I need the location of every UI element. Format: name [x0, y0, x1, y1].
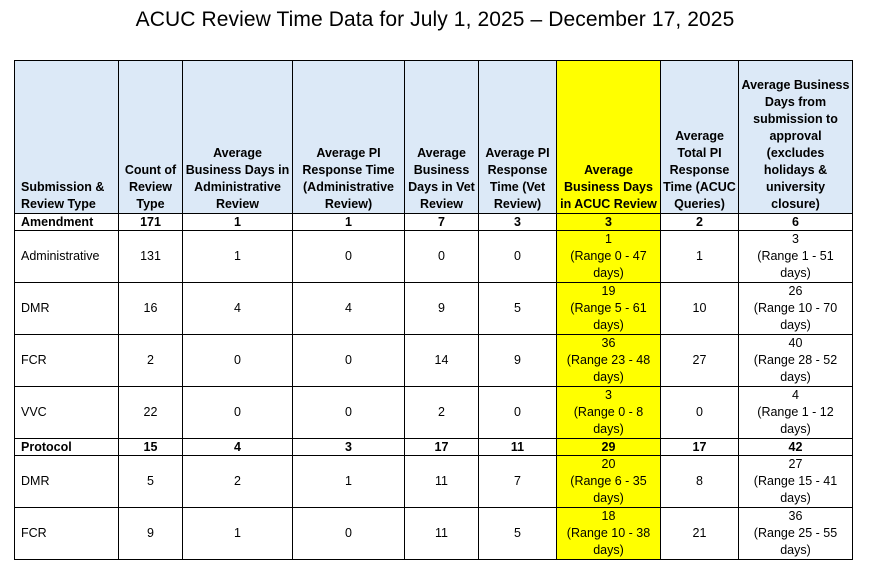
cell-value: 16	[143, 301, 158, 315]
cell-value: 19	[601, 284, 616, 298]
cell-avg-pi-response-vet	[479, 387, 557, 439]
cell-avg-days-admin-review	[183, 387, 293, 439]
cell-submission-review-type	[15, 439, 119, 456]
table-row	[15, 508, 853, 560]
cell-avg-days-submission-to-approval	[739, 335, 853, 387]
cell-value: 2	[696, 214, 703, 229]
cell-value: 0	[345, 249, 352, 263]
cell-avg-days-acuc-review	[557, 283, 661, 335]
cell-avg-days-submission-to-approval	[739, 508, 853, 560]
summary-row	[15, 214, 853, 231]
cell-value: 1	[234, 526, 241, 540]
cell-value: 0	[345, 526, 352, 540]
header-avg-pi-response-admin: Average PI Response Time (Administrative Review)	[293, 61, 405, 214]
cell-value: 36	[788, 509, 803, 523]
header-row	[15, 61, 853, 214]
cell-value: 36	[601, 336, 616, 350]
cell-avg-total-pi-response-acuc	[661, 439, 739, 456]
cell-range: (Range 28 - 52 days)	[753, 353, 838, 384]
cell-value: 14	[434, 353, 449, 367]
cell-avg-days-acuc-review	[557, 439, 661, 456]
cell-value: 0	[696, 405, 703, 419]
cell-avg-total-pi-response-acuc	[661, 283, 739, 335]
cell-value: 0	[345, 353, 352, 367]
cell-range: (Range 23 - 48 days)	[566, 353, 651, 384]
cell-avg-pi-response-vet	[479, 231, 557, 283]
header-avg-pi-response-vet: Average PI Response Time (Vet Review)	[479, 61, 557, 214]
cell-count-of-review-type	[119, 214, 183, 231]
cell-avg-days-vet-review	[405, 231, 479, 283]
header-avg-days-acuc-review: Average Business Days in ACUC Review	[557, 61, 661, 214]
cell-range: (Range 5 - 61 days)	[570, 301, 647, 332]
cell-value: 22	[143, 405, 158, 419]
cell-value: 17	[434, 439, 449, 454]
cell-range: (Range 1 - 12 days)	[757, 405, 834, 436]
cell-avg-total-pi-response-acuc	[661, 456, 739, 508]
cell-avg-days-admin-review	[183, 439, 293, 456]
cell-value: 131	[140, 249, 161, 263]
cell-avg-days-vet-review	[405, 456, 479, 508]
cell-value: 21	[692, 526, 707, 540]
cell-value: Amendment	[21, 214, 94, 229]
cell-value: 3	[605, 388, 612, 402]
cell-submission-review-type	[15, 214, 119, 231]
cell-avg-days-vet-review	[405, 508, 479, 560]
page-title: ACUC Review Time Data for July 1, 2025 – December 17, 2025	[135, 8, 735, 31]
cell-value: 3	[605, 214, 612, 229]
cell-value: 0	[345, 405, 352, 419]
cell-value: 0	[514, 405, 521, 419]
cell-avg-total-pi-response-acuc	[661, 387, 739, 439]
cell-value: 1	[234, 249, 241, 263]
cell-avg-pi-response-vet	[479, 508, 557, 560]
cell-avg-days-submission-to-approval	[739, 214, 853, 231]
cell-value: 5	[514, 301, 521, 315]
cell-value: 10	[692, 301, 707, 315]
cell-avg-total-pi-response-acuc	[661, 335, 739, 387]
cell-value: 29	[601, 439, 616, 454]
cell-avg-days-acuc-review	[557, 231, 661, 283]
cell-range: (Range 15 - 41 days)	[753, 474, 838, 505]
cell-range: (Range 10 - 38 days)	[566, 526, 651, 557]
cell-value: 4	[345, 301, 352, 315]
cell-avg-pi-response-admin	[293, 231, 405, 283]
cell-avg-days-admin-review	[183, 283, 293, 335]
cell-value: 9	[147, 526, 154, 540]
cell-range: (Range 1 - 51 days)	[757, 249, 834, 280]
cell-avg-pi-response-vet	[479, 214, 557, 231]
cell-value: 2	[234, 474, 241, 488]
cell-value: 3	[792, 232, 799, 246]
cell-submission-review-type	[15, 387, 119, 439]
cell-avg-days-acuc-review	[557, 214, 661, 231]
cell-range: (Range 6 - 35 days)	[570, 474, 647, 505]
cell-value: 9	[438, 301, 445, 315]
cell-value: 26	[788, 284, 803, 298]
cell-range: (Range 0 - 8 days)	[573, 405, 644, 436]
cell-submission-review-type	[15, 456, 119, 508]
summary-row	[15, 439, 853, 456]
cell-avg-days-submission-to-approval	[739, 456, 853, 508]
cell-count-of-review-type	[119, 439, 183, 456]
cell-count-of-review-type	[119, 456, 183, 508]
header-submission-review-type: Submission & Review Type	[15, 61, 119, 214]
cell-count-of-review-type	[119, 335, 183, 387]
cell-avg-days-acuc-review	[557, 456, 661, 508]
cell-avg-pi-response-admin	[293, 456, 405, 508]
cell-value: 7	[438, 214, 445, 229]
cell-range: (Range 25 - 55 days)	[753, 526, 838, 557]
cell-value: 4	[234, 301, 241, 315]
cell-avg-pi-response-admin	[293, 439, 405, 456]
cell-value: 6	[792, 214, 799, 229]
header-avg-days-vet-review: Average Business Days in Vet Review	[405, 61, 479, 214]
table-row	[15, 231, 853, 283]
cell-value: Administrative	[21, 249, 100, 263]
cell-avg-days-admin-review	[183, 335, 293, 387]
cell-value: 0	[234, 405, 241, 419]
cell-count-of-review-type	[119, 283, 183, 335]
cell-value: 11	[510, 439, 525, 454]
header-avg-days-admin-review: Average Business Days in Administrative Review	[183, 61, 293, 214]
table-row	[15, 456, 853, 508]
cell-value: 0	[234, 353, 241, 367]
cell-avg-days-acuc-review	[557, 508, 661, 560]
cell-value: 40	[788, 336, 803, 350]
cell-avg-days-submission-to-approval	[739, 439, 853, 456]
header-avg-total-pi-response-acuc: Average Total PI Response Time (ACUC Queries)	[661, 61, 739, 214]
cell-avg-days-vet-review	[405, 439, 479, 456]
cell-value: 1	[345, 474, 352, 488]
cell-value: 7	[514, 474, 521, 488]
cell-value: 20	[601, 457, 616, 471]
cell-value: 2	[438, 405, 445, 419]
cell-avg-days-admin-review	[183, 231, 293, 283]
cell-value: 15	[143, 439, 158, 454]
cell-avg-pi-response-admin	[293, 508, 405, 560]
cell-value: 1	[345, 214, 352, 229]
cell-range: (Range 0 - 47 days)	[570, 249, 647, 280]
cell-value: DMR	[21, 474, 50, 488]
cell-avg-days-acuc-review	[557, 387, 661, 439]
cell-avg-pi-response-admin	[293, 387, 405, 439]
review-time-table	[14, 60, 853, 560]
cell-value: 3	[514, 214, 521, 229]
cell-value: 5	[147, 474, 154, 488]
cell-value: 9	[514, 353, 521, 367]
table-header	[15, 61, 853, 214]
cell-value: Protocol	[21, 439, 72, 454]
cell-value: 27	[692, 353, 707, 367]
cell-avg-days-acuc-review	[557, 335, 661, 387]
cell-avg-pi-response-vet	[479, 335, 557, 387]
cell-avg-pi-response-admin	[293, 335, 405, 387]
cell-submission-review-type	[15, 283, 119, 335]
cell-avg-days-admin-review	[183, 214, 293, 231]
cell-submission-review-type	[15, 231, 119, 283]
cell-avg-days-admin-review	[183, 456, 293, 508]
cell-avg-total-pi-response-acuc	[661, 214, 739, 231]
cell-count-of-review-type	[119, 231, 183, 283]
cell-avg-days-vet-review	[405, 214, 479, 231]
cell-value: 1	[234, 214, 241, 229]
header-avg-days-submission-to-approval: Average Business Days from submission to approval (excludes holidays & university closure)	[739, 61, 853, 214]
cell-value: 4	[792, 388, 799, 402]
cell-avg-days-submission-to-approval	[739, 283, 853, 335]
cell-value: 171	[140, 214, 161, 229]
cell-avg-days-vet-review	[405, 335, 479, 387]
cell-avg-days-submission-to-approval	[739, 231, 853, 283]
cell-value: 17	[692, 439, 707, 454]
cell-value: 18	[601, 509, 616, 523]
cell-avg-pi-response-vet	[479, 456, 557, 508]
cell-avg-days-admin-review	[183, 508, 293, 560]
cell-value: 42	[788, 439, 803, 454]
cell-avg-pi-response-vet	[479, 439, 557, 456]
cell-value: VVC	[21, 405, 47, 419]
cell-count-of-review-type	[119, 387, 183, 439]
table-row	[15, 335, 853, 387]
cell-value: 8	[696, 474, 703, 488]
cell-value: 1	[605, 232, 612, 246]
cell-value: 5	[514, 526, 521, 540]
cell-submission-review-type	[15, 335, 119, 387]
table-row	[15, 283, 853, 335]
cell-avg-total-pi-response-acuc	[661, 508, 739, 560]
cell-value: FCR	[21, 353, 47, 367]
cell-value: FCR	[21, 526, 47, 540]
cell-value: 11	[435, 526, 448, 540]
cell-avg-pi-response-admin	[293, 283, 405, 335]
cell-value: 4	[234, 439, 241, 454]
cell-value: 3	[345, 439, 352, 454]
cell-value: 27	[788, 457, 803, 471]
cell-value: 1	[696, 249, 703, 263]
cell-avg-pi-response-admin	[293, 214, 405, 231]
header-count-of-review-type: Count of Review Type	[119, 61, 183, 214]
cell-avg-total-pi-response-acuc	[661, 231, 739, 283]
cell-avg-pi-response-vet	[479, 283, 557, 335]
cell-value: DMR	[21, 301, 50, 315]
cell-avg-days-vet-review	[405, 283, 479, 335]
table-row	[15, 387, 853, 439]
cell-value: 11	[435, 474, 448, 488]
cell-range: (Range 10 - 70 days)	[753, 301, 838, 332]
cell-submission-review-type	[15, 508, 119, 560]
table-body	[15, 214, 853, 560]
cell-value: 0	[514, 249, 521, 263]
cell-avg-days-submission-to-approval	[739, 387, 853, 439]
cell-value: 2	[147, 353, 154, 367]
cell-avg-days-vet-review	[405, 387, 479, 439]
cell-value: 0	[438, 249, 445, 263]
cell-count-of-review-type	[119, 508, 183, 560]
